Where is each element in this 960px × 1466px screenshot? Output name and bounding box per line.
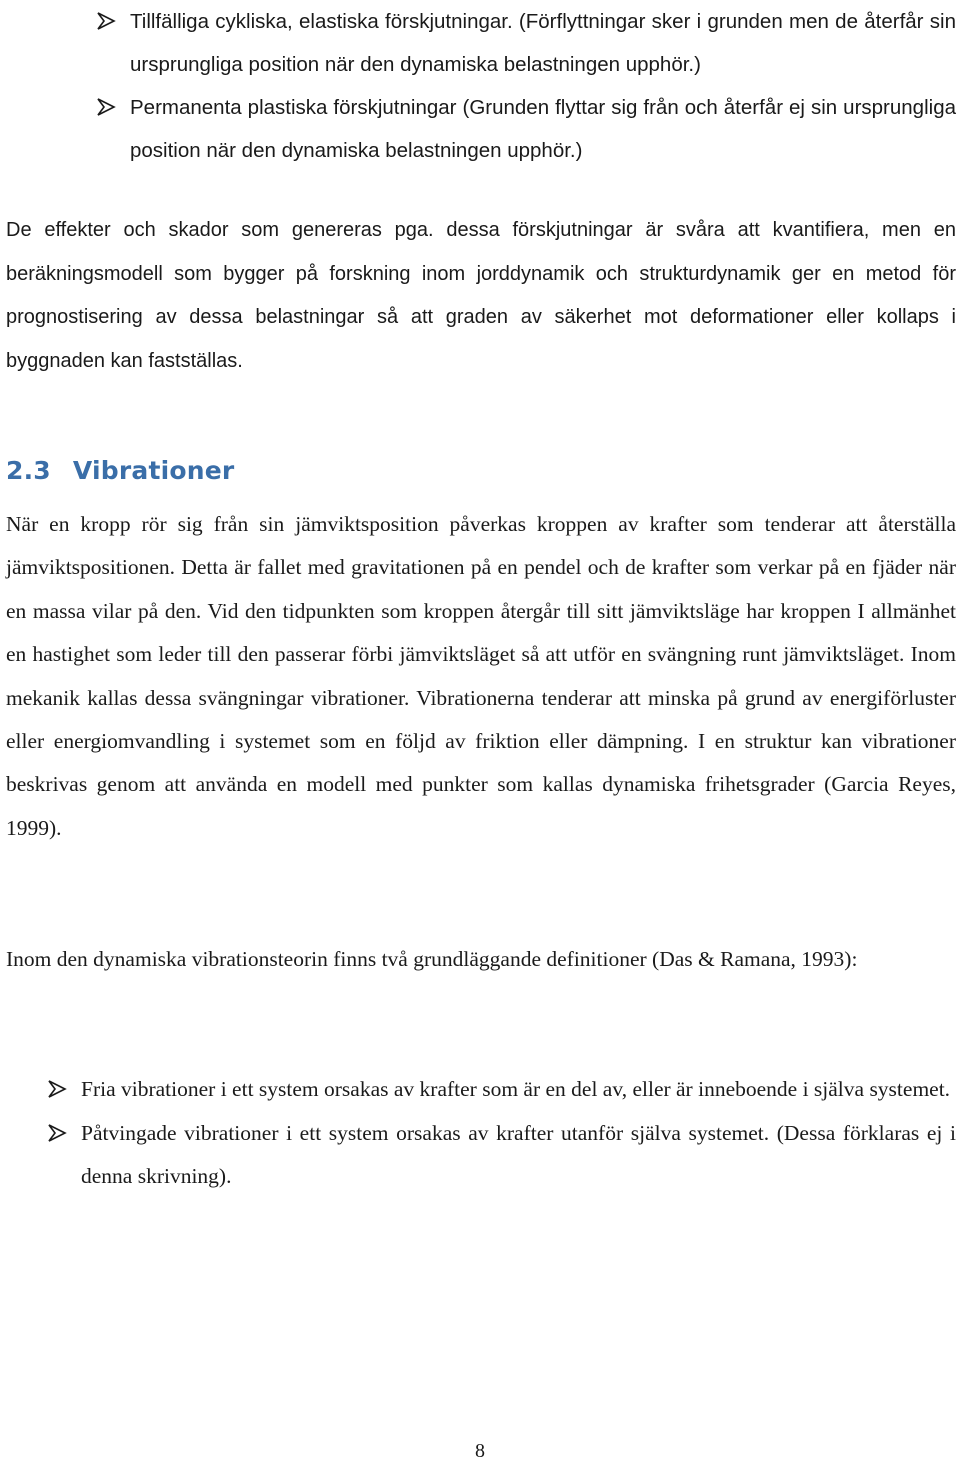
arrowhead-checkmark-icon [95,0,117,40]
effects-paragraph: De effekter och skador som genereras pga. dessa förskjutningar är svåra att kvantifiera, men en beräkningsmodell som bygger på forskning inom jorddynamik och strukturdynamik ger en metod för prognostisering av dessa belastningar så att graden av säkerhet mot deformationer eller kollaps i byggnaden kan fastställas. [6,219,956,372]
list-item [0,0,960,86]
arrowhead-checkmark-icon [95,86,117,126]
list-item [0,1068,960,1112]
arrowhead-checkmark-icon [46,1112,68,1152]
list-item-text: Permanenta plastiska förskjutningar (Grunden flyttar sig från och återfår ej sin ursprungliga position när den dynamiska belastningen upphör.) [130,96,956,162]
section-title: Vibrationer [72,456,235,485]
list-item-text: Tillfälliga cykliska, elastiska förskjutningar. (Förflyttningar sker i grunden men de återfår sin ursprungliga position när den dynamiska belastningen upphör.) [130,10,956,76]
list-item [0,86,960,172]
page-number: 8 [475,1440,485,1462]
list-item-text: Påtvingade vibrationer i ett system orsakas av krafter utanför själva systemet. (Dessa förklaras ej i denna skrivning). [81,1120,956,1188]
deformation-list [0,0,960,172]
section-heading [6,456,234,485]
arrowhead-checkmark-icon [46,1068,68,1108]
section-number: 2.3 [6,456,51,485]
definition-list [0,1068,960,1199]
list-item-text: Fria vibrationer i ett system orsakas av krafter som är en del av, eller är inneboende i själva systemet. [81,1077,951,1101]
list-item [0,1112,960,1199]
definitions-intro: Inom den dynamiska vibrationsteorin finns två grundläggande definitioner (Das & Ramana, 1993): [6,947,858,971]
vibration-paragraph: När en kropp rör sig från sin jämviktsposition påverkas kroppen av krafter som tenderar att återställa jämviktspositionen. Detta är fallet med gravitationen på en pendel och de krafter som verkar på en fjäder när en massa vilar på den. Vid den tidpunkten som kroppen återgår till sitt jämviktsläge har kroppen I allmänhet en hastighet som leder till den passerar förbi jämviktsläget så att utför en svängning runt jämviktsläget. Inom mekanik kallas dessa svängningar vibrationer. Vibrationerna tenderar att minska på grund av energiförluster eller energiomvandling i systemet som en följd av friktion eller dämpning. I en struktur kan vibrationer beskrivas genom att använda en modell med punkter som kallas dynamiska frihetsgrader (Garcia Reyes, 1999). [6,512,956,840]
